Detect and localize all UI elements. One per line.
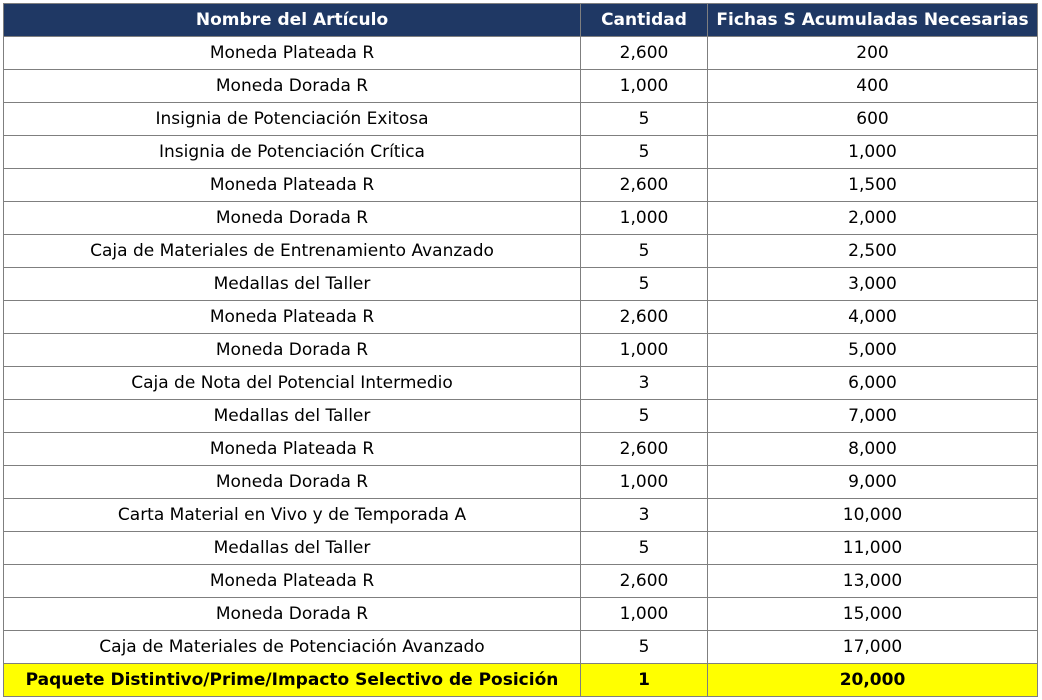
item-name-cell: Moneda Plateada R [4, 433, 581, 466]
tokens-required-cell: 2,000 [708, 202, 1038, 235]
table-row [4, 499, 1038, 532]
table-row [4, 631, 1038, 664]
item-name-cell: Carta Material en Vivo y de Temporada A [4, 499, 581, 532]
item-name-cell: Medallas del Taller [4, 400, 581, 433]
quantity-cell: 3 [581, 367, 708, 400]
tokens-required-cell: 13,000 [708, 565, 1038, 598]
tokens-required-cell: 200 [708, 37, 1038, 70]
tokens-required-cell: 6,000 [708, 367, 1038, 400]
item-name-cell: Moneda Plateada R [4, 565, 581, 598]
item-name-cell: Moneda Dorada R [4, 334, 581, 367]
tokens-required-cell: 2,500 [708, 235, 1038, 268]
table-row [4, 400, 1038, 433]
tokens-required-cell: 8,000 [708, 433, 1038, 466]
tokens-required-cell: 9,000 [708, 466, 1038, 499]
table-row [4, 169, 1038, 202]
item-name-cell: Moneda Dorada R [4, 70, 581, 103]
quantity-cell: 2,600 [581, 433, 708, 466]
table-row [4, 598, 1038, 631]
table-row [4, 136, 1038, 169]
item-name-cell: Caja de Materiales de Entrenamiento Avanzado [4, 235, 581, 268]
tokens-required-cell: 4,000 [708, 301, 1038, 334]
item-name-cell: Insignia de Potenciación Exitosa [4, 103, 581, 136]
tokens-required-cell: 400 [708, 70, 1038, 103]
quantity-cell: 5 [581, 532, 708, 565]
table-header-row [4, 4, 1038, 37]
quantity-cell: 1,000 [581, 70, 708, 103]
item-name-cell: Medallas del Taller [4, 532, 581, 565]
quantity-cell: 2,600 [581, 37, 708, 70]
table-row [4, 532, 1038, 565]
item-name-cell: Moneda Dorada R [4, 466, 581, 499]
quantity-cell: 5 [581, 103, 708, 136]
item-name-cell: Caja de Nota del Potencial Intermedio [4, 367, 581, 400]
item-name-cell: Insignia de Potenciación Crítica [4, 136, 581, 169]
quantity-cell: 2,600 [581, 169, 708, 202]
table-row [4, 367, 1038, 400]
quantity-cell: 5 [581, 268, 708, 301]
quantity-cell: 1,000 [581, 202, 708, 235]
table-row [4, 235, 1038, 268]
tokens-required-cell: 20,000 [708, 664, 1038, 697]
item-name-cell: Moneda Dorada R [4, 202, 581, 235]
tokens-required-cell: 10,000 [708, 499, 1038, 532]
item-name-cell: Moneda Plateada R [4, 301, 581, 334]
item-name-cell: Medallas del Taller [4, 268, 581, 301]
quantity-cell: 5 [581, 136, 708, 169]
table-row [4, 466, 1038, 499]
quantity-cell: 1,000 [581, 466, 708, 499]
table-row [4, 433, 1038, 466]
quantity-cell: 1,000 [581, 334, 708, 367]
tokens-required-cell: 1,000 [708, 136, 1038, 169]
item-name-cell: Moneda Dorada R [4, 598, 581, 631]
tokens-required-cell: 5,000 [708, 334, 1038, 367]
rewards-table [3, 3, 1038, 697]
tokens-required-cell: 600 [708, 103, 1038, 136]
table-row [4, 664, 1038, 697]
table-row [4, 565, 1038, 598]
quantity-cell: 2,600 [581, 301, 708, 334]
tokens-required-cell: 11,000 [708, 532, 1038, 565]
tokens-required-cell: 15,000 [708, 598, 1038, 631]
table-row [4, 268, 1038, 301]
header-quantity: Cantidad [581, 4, 708, 37]
table-row [4, 301, 1038, 334]
tokens-required-cell: 7,000 [708, 400, 1038, 433]
table-row [4, 70, 1038, 103]
table-body [4, 37, 1038, 697]
header-item-name: Nombre del Artículo [4, 4, 581, 37]
table-row [4, 202, 1038, 235]
item-name-cell: Moneda Plateada R [4, 169, 581, 202]
item-name-cell: Caja de Materiales de Potenciación Avanzado [4, 631, 581, 664]
header-tokens-required: Fichas S Acumuladas Necesarias [708, 4, 1038, 37]
quantity-cell: 5 [581, 235, 708, 268]
table-row [4, 334, 1038, 367]
tokens-required-cell: 3,000 [708, 268, 1038, 301]
tokens-required-cell: 1,500 [708, 169, 1038, 202]
table-row [4, 103, 1038, 136]
item-name-cell: Paquete Distintivo/Prime/Impacto Selectivo de Posición [4, 664, 581, 697]
quantity-cell: 1,000 [581, 598, 708, 631]
quantity-cell: 5 [581, 400, 708, 433]
rewards-table-container [3, 3, 1038, 697]
quantity-cell: 5 [581, 631, 708, 664]
table-row [4, 37, 1038, 70]
quantity-cell: 1 [581, 664, 708, 697]
quantity-cell: 3 [581, 499, 708, 532]
quantity-cell: 2,600 [581, 565, 708, 598]
tokens-required-cell: 17,000 [708, 631, 1038, 664]
item-name-cell: Moneda Plateada R [4, 37, 581, 70]
